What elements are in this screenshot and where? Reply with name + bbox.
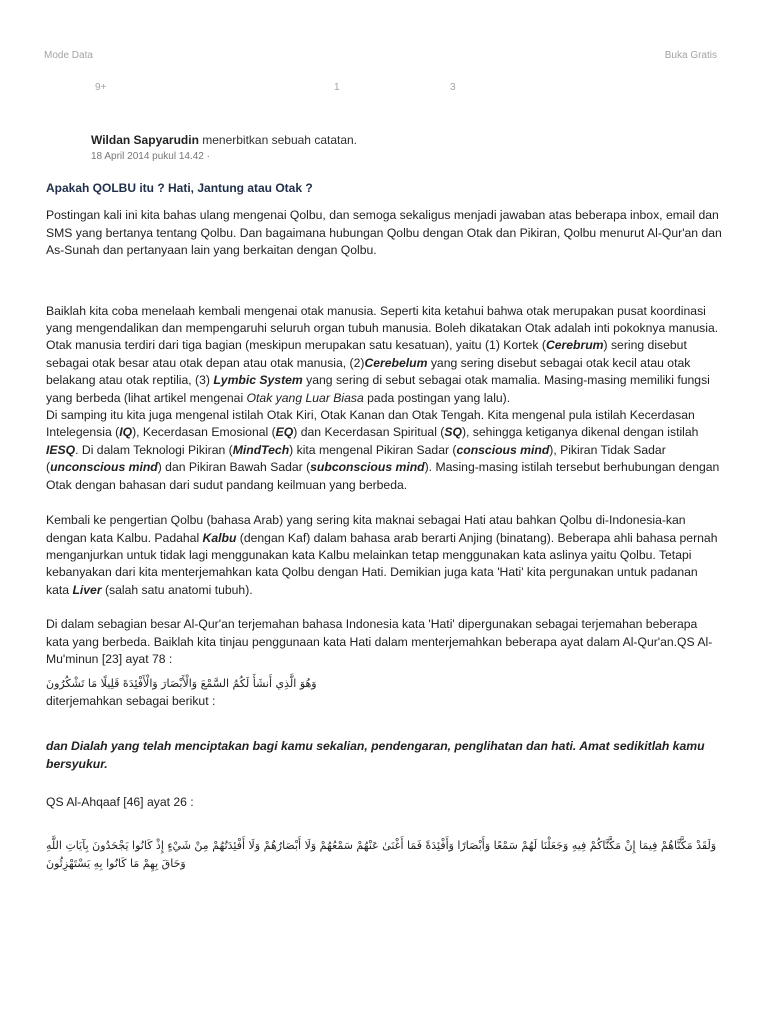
paragraph-4: Kembali ke pengertian Qolbu (bahasa Arab) yang sering kita maknai sebagai Hati atau bahkan Qolbu di-Indonesia-kan dengan kata Kalbu. Padahal Kalbu (dengan Kaf) dalam bahasa arab berarti Anjing (binatang). Beberapa ahli bahasa pernah menganjurkan untuk tidak lagi menggunakan kata Kalbu melainkan tetap menggunakan kata aslinya yaitu Qolbu. Tetapi kebanyakan dari kita menterjemahkan kata Qolbu dengan Hati. Demikian juga kata 'Hati' kita pergunakan untuk padanan kata Liver (salah satu anatomi tubuh). [46,513,718,597]
article-body [46,180,722,872]
post-date[interactable]: 18 April 2014 pukul 14.42 · [91,151,210,162]
paragraph-3: Di samping itu kita juga mengenal istilah Otak Kiri, Otak Kanan dan Otak Tengah. Kita mengenal pula istilah Kecerdasan Intelegensia (IQ), Kecerdasan Emosional (EQ) dan Kecerdasan Spiritual (SQ), sehingga ketiganya dikenal dengan istilah IESQ. Di dalam Teknologi Pikiran (MindTech) kita mengenal Pikiran Sadar (conscious mind), Pikiran Tidak Sadar (unconscious mind) dan Pikiran Bawah Sadar (subconscious mind). Masing-masing istilah tersebut berhubungan dengan Otak dengan bahasan dari sudut pandang keilmuan yang berbeda. [46,408,720,492]
author-name[interactable]: Wildan Sapyarudin [91,133,199,147]
count-a[interactable]: 9+ [95,82,107,93]
paragraph-1: Postingan kali ini kita bahas ulang mengenai Qolbu, dan semoga sekaligus menjadi jawaban atas beberapa inbox, email dan SMS yang bertanya tentang Qolbu. Dan bagaimana hubungan Qolbu dengan Otak dan Pikiran, Qolbu menurut Al-Qur'an dan As-Sunah dan pertanyaan lain yang berkaitan dengan Qolbu. [46,208,722,258]
top-bar [44,50,717,64]
author-action: menerbitkan sebuah catatan. [198,133,358,147]
count-b[interactable]: 1 [334,82,340,93]
paragraph-2: Baiklah kita coba menelaah kembali mengenai otak manusia. Seperti kita ketahui bahwa otak merupakan pusat koordinasi yang mengendalikan dan mempengaruhi seluruh organ tubuh manusia. Boleh dikatakan Otak adalah inti pokoknya manusia. Otak manusia terdiri dari tiga bagian (meskipun merupakan satu kesatuan), yaitu (1) Kortek (Cerebrum) sering disebut sebagai otak besar atau otak depan atau otak manusia, (2)Cerebelum yang sering disebut sebagai otak kecil atau otak belakang atau otak reptilia, (3) Lymbic System yang sering di sebut sebagai otak mamalia. Masing-masing memiliki fungsi yang berbeda (lihat artikel mengenai Otak yang Luar Biasa pada postingan yang lalu). [46,303,719,405]
mode-data-link[interactable]: Mode Data [44,50,93,61]
verse-translation: dan Dialah yang telah menciptakan bagi kamu sekalian, pendengaran, penglihatan dan hati. Amat sedikitlah kamu bersyukur. [46,739,705,771]
post-author-line [91,133,357,147]
article-title: Apakah QOLBU itu ? Hati, Jantung atau Otak ? [46,181,313,195]
paragraph-5: Di dalam sebagian besar Al-Qur'an terjemahan bahasa Indonesia kata 'Hati' dipergunakan sebagai terjemahan beberapa kata yang berbeda. Baiklah kita tinjau penggunaan kata Hati dalam menterjemahkan beberapa ayat dalam Al-Qur'an.QS Al-Mu'minun [23] ayat 78 : [46,617,713,666]
buka-gratis-link[interactable]: Buka Gratis [664,50,717,61]
paragraph-7: QS Al-Ahqaaf [46] ayat 26 : [46,794,194,809]
paragraph-6: diterjemahkan sebagai berikut : [46,693,216,708]
count-c[interactable]: 3 [450,82,456,93]
stats-row [0,82,768,96]
arabic-verse-1: وَهُوَ الَّذِي أَنشَأَ لَكُمُ السَّمْعَ وَالْأَبْصَارَ وَالْأَفْئِدَةَ قَلِيلًا مَا تَشْكُرُونَ [46,677,317,691]
arabic-verse-2: وَلَقَدْ مَكَّنَّاهُمْ فِيمَا إِنْ مَكَّنَّاكُمْ فِيهِ وَجَعَلْنَا لَهُمْ سَمْعًا وَأَبْصَارًا وَأَفْئِدَةً فَمَا أَغْنَىٰ عَنْهُمْ سَمْعُهُمْ وَلَا أَبْصَارُهُمْ وَلَا أَفْئِدَتُهُمْ مِنْ شَيْءٍ إِذْ كَانُوا يَجْحَدُونَ بِآيَاتِ اللَّهِ وَحَاقَ بِهِمْ مَا كَانُوا بِهِ يَسْتَهْزِئُونَ [46,839,717,870]
